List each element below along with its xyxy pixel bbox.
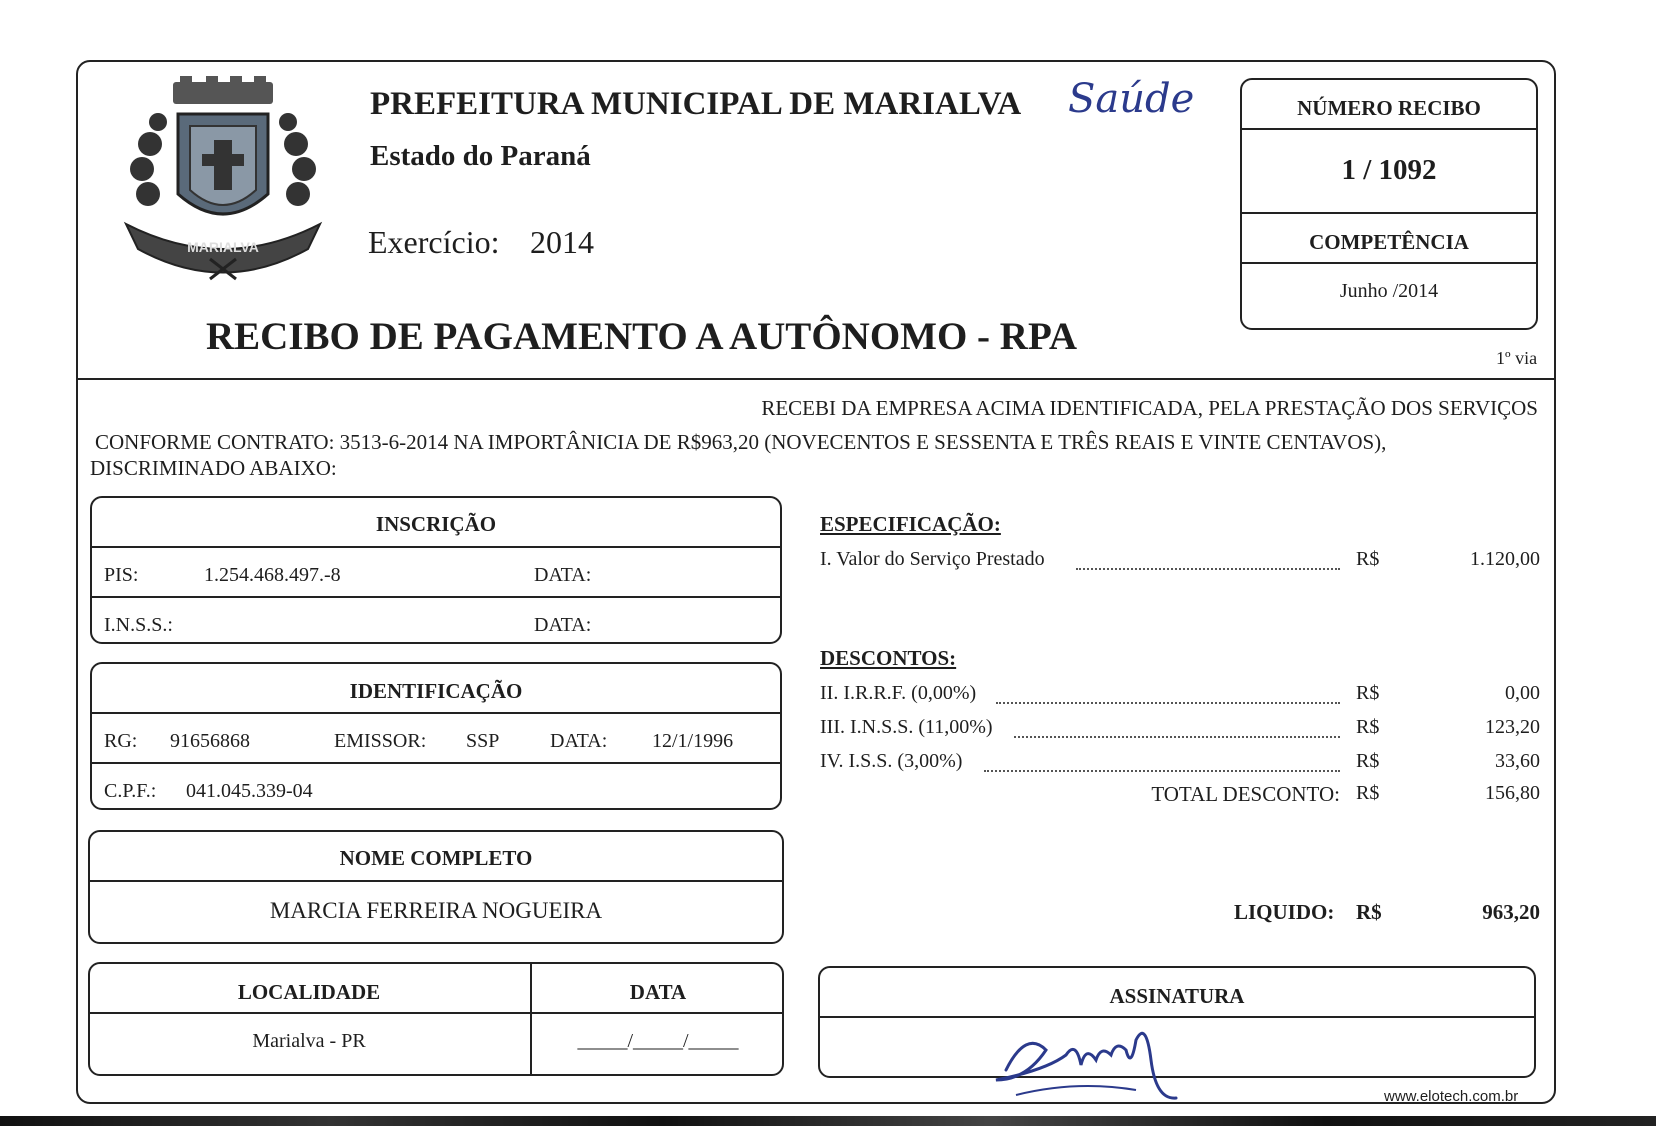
document-title: RECIBO DE PAGAMENTO A AUTÔNOMO - RPA xyxy=(206,315,1078,358)
emissor-label: EMISSOR: xyxy=(334,730,427,752)
exercicio-value: 2014 xyxy=(530,224,594,260)
inss-data-label: DATA: xyxy=(534,614,592,636)
inscricao-data-label: DATA: xyxy=(534,564,592,586)
total-desconto-label: TOTAL DESCONTO: xyxy=(1151,782,1340,806)
inss-desconto-currency: R$ xyxy=(1356,716,1380,738)
competencia-value: Junho /2014 xyxy=(1339,280,1439,302)
total-desconto-value: 156,80 xyxy=(1485,782,1540,804)
inss-desconto-value: 123,20 xyxy=(1485,716,1540,738)
rg-value: 91656868 xyxy=(170,730,250,752)
liquido-value: 963,20 xyxy=(1482,900,1540,924)
statement-line-3: DISCRIMINADO ABAIXO: xyxy=(90,456,337,480)
liquido-currency: R$ xyxy=(1356,900,1382,924)
divider xyxy=(90,762,782,764)
identificacao-title: IDENTIFICAÇÃO xyxy=(349,679,523,703)
scan-edge xyxy=(0,1116,1656,1126)
estado-label: Estado do Paraná xyxy=(370,140,591,172)
divider xyxy=(1240,262,1538,264)
divider xyxy=(88,1012,784,1014)
website-footer: www.elotech.com.br xyxy=(1384,1088,1519,1105)
divider xyxy=(90,546,782,548)
prefeitura-title: PREFEITURA MUNICIPAL DE MARIALVA xyxy=(370,86,1022,122)
divider xyxy=(90,712,782,714)
iss-value: 33,60 xyxy=(1495,750,1540,772)
irrf-currency: R$ xyxy=(1356,682,1380,704)
handwritten-signature xyxy=(986,1010,1186,1110)
leader-dots xyxy=(1076,568,1340,570)
pis-label: PIS: xyxy=(104,564,139,586)
data-title: DATA xyxy=(629,980,687,1004)
divider xyxy=(88,880,784,882)
divider xyxy=(1240,128,1538,130)
servico-value: 1.120,00 xyxy=(1470,548,1540,570)
divider xyxy=(90,596,782,598)
irrf-label: II. I.R.R.F. (0,00%) xyxy=(820,682,977,704)
numero-recibo-value: 1 / 1092 xyxy=(1341,154,1437,186)
cpf-value: 041.045.339-04 xyxy=(186,780,313,802)
localidade-title: LOCALIDADE xyxy=(237,980,381,1004)
handwritten-note: Saúde xyxy=(1068,76,1195,122)
inscricao-title: INSCRIÇÃO xyxy=(375,512,497,536)
inss-desconto-label: III. I.N.S.S. (11,00%) xyxy=(820,716,993,738)
leader-dots xyxy=(1014,736,1340,738)
divider xyxy=(1240,212,1538,214)
servico-label: I. Valor do Serviço Prestado xyxy=(820,548,1045,570)
statement-line-1: RECEBI DA EMPRESA ACIMA IDENTIFICADA, PELA PRESTAÇÃO DOS SERVIÇOS xyxy=(761,396,1538,420)
exercicio-label: Exercício: xyxy=(368,224,500,260)
iss-label: IV. I.S.S. (3,00%) xyxy=(820,750,963,772)
rg-label: RG: xyxy=(104,730,138,752)
header-divider xyxy=(76,378,1556,380)
leader-dots xyxy=(996,702,1340,704)
numero-recibo-label: NÚMERO RECIBO xyxy=(1297,96,1481,120)
localidade-value: Marialva - PR xyxy=(252,1030,366,1052)
crest-banner-text: MARIALVA xyxy=(187,239,259,255)
servico-currency: R$ xyxy=(1356,548,1380,570)
especificacao-title: ESPECIFICAÇÃO: xyxy=(820,512,1001,536)
emissor-value: SSP xyxy=(466,730,500,752)
statement-line-2: CONFORME CONTRATO: 3513-6-2014 NA IMPORTÂNICIA DE R$963,20 (NOVECENTOS E SESSENTA E TRÊS REAIS E VINTE CENTAVOS), xyxy=(95,430,1387,454)
assinatura-title: ASSINATURA xyxy=(1109,984,1245,1008)
nome-completo-title: NOME COMPLETO xyxy=(339,846,533,870)
total-desconto-currency: R$ xyxy=(1356,782,1380,804)
liquido-label: LIQUIDO: xyxy=(1234,900,1335,924)
iss-currency: R$ xyxy=(1356,750,1380,772)
cpf-label: C.P.F.: xyxy=(104,780,157,802)
irrf-value: 0,00 xyxy=(1505,682,1540,704)
municipal-crest-logo xyxy=(118,74,328,284)
via-label: 1º via xyxy=(1496,348,1538,368)
identificacao-data-label: DATA: xyxy=(550,730,608,752)
inss-label: I.N.S.S.: xyxy=(104,614,173,636)
leader-dots xyxy=(984,770,1340,772)
nome-completo-value: MARCIA FERREIRA NOGUEIRA xyxy=(269,898,603,923)
data-blank-field: _____/_____/_____ xyxy=(577,1030,739,1052)
identificacao-data-value: 12/1/1996 xyxy=(652,730,734,752)
competencia-label: COMPETÊNCIA xyxy=(1309,230,1469,254)
descontos-title: DESCONTOS: xyxy=(820,646,957,670)
pis-value: 1.254.468.497.-8 xyxy=(204,564,341,586)
